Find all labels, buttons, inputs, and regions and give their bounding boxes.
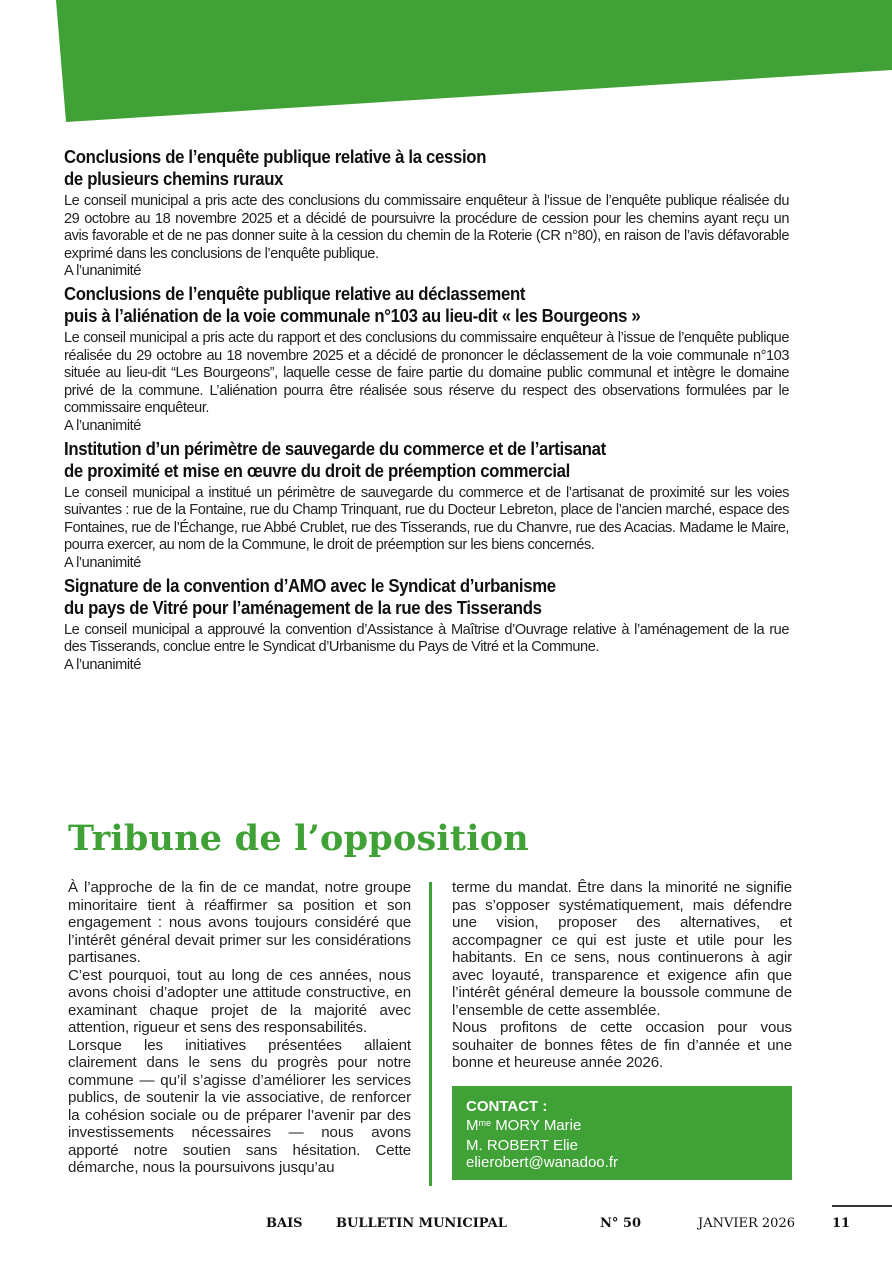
section-title xyxy=(64,283,792,327)
section-title-line: Signature de la convention d’AMO avec le Syndicat d’urbanisme xyxy=(64,575,556,596)
tribune-paragraph: terme du mandat. Être dans la minorité ne signifie pas s’opposer systématiquement, mais défendre une vision, proposer des alternatives, et accompagner ce qui est juste et utile pour les habitants. En ce sens, nous continuerons à agir avec loyauté, transparence et exigence afin que l’intérêt général demeure la boussole commune de l’ensemble de cette assemblée. xyxy=(452,879,792,1019)
tribune-paragraph: Nous profitons de cette occasion pour vous souhaiter de bonnes fêtes de fin d’année et une bonne et heureuse année 2026. xyxy=(452,1019,792,1071)
section-title xyxy=(64,146,792,190)
vote-result: A l’unanimité xyxy=(64,656,141,673)
vote-result: A l’unanimité xyxy=(64,263,141,280)
decision-section xyxy=(64,283,789,436)
section-title-line: puis à l’aliénation de la voie communale n°103 au lieu-dit « les Bourgeons » xyxy=(64,305,641,326)
section-title-line: de plusieurs chemins ruraux xyxy=(64,169,284,189)
decision-section xyxy=(64,146,789,281)
footer-issue: N° 50 xyxy=(600,1216,641,1231)
contact-label: CONTACT : xyxy=(466,1098,548,1115)
tribune-paragraph: Lorsque les initiatives présentées allaient clairement dans le sens du progrès pour notre commune — qu’il s’agisse d’améliorer les services publics, de soutenir la vie associative, de renforcer la cohésion sociale ou de préparer l’avenir par des investissements nécessaires — nous avons apporté notre soutien sans hésitation. Cette démarche, nous la poursuivons jusqu’au xyxy=(68,1036,411,1176)
vote-result: A l’unanimité xyxy=(64,417,141,434)
section-title-line: Conclusions de l’enquête publique relative à la cession xyxy=(64,147,487,167)
section-body: Le conseil municipal a approuvé la convention d’Assistance à Maîtrise d’Ouvrage relative à l’aménagement de la rue des Tisserands, conclue entre le Syndicat d’Urbanisme du Pays de Vitré et la Commune. xyxy=(64,621,789,656)
section-title-line: de proximité et mise en œuvre du droit de préemption commercial xyxy=(64,460,571,481)
column-divider xyxy=(429,882,432,1186)
tribune-title: Tribune de l’opposition xyxy=(68,818,529,859)
footer-rule xyxy=(832,1205,892,1207)
footer-publication: BULLETIN MUNICIPAL xyxy=(336,1216,507,1231)
contact-box xyxy=(452,1086,792,1180)
section-body: Le conseil municipal a pris acte du rapport et des conclusions du commissaire enquêteur à l’issue de l’enquête publique réalisée du 29 octobre au 18 novembre 2025 et a décidé de prononcer le déclassement de la voie communale n°103 située au lieu-dit “Les Bourgeons”, laquelle cesse de faire partie du domaine public communal et intègre le domaine privé de la commune. L’aliénation pourra être réalisée sous réserve du respect des observations formulées par le commissaire enquêteur. xyxy=(64,329,789,417)
council-decisions xyxy=(64,146,789,676)
green-header-banner xyxy=(0,0,892,125)
contact-person xyxy=(466,1115,778,1134)
vote-result: A l’unanimité xyxy=(64,554,141,571)
contact-title-suffix: me xyxy=(478,1118,492,1128)
section-title-line: Institution d’un périmètre de sauvegarde du commerce et de l’artisanat xyxy=(64,438,606,459)
footer-town: BAIS xyxy=(266,1216,303,1231)
section-title-line: Conclusions de l’enquête publique relative au déclassement xyxy=(64,283,526,304)
contact-name: MORY Marie xyxy=(495,1117,582,1134)
tribune-paragraph: À l’approche de la fin de ce mandat, notre groupe minoritaire tient à réaffirmer sa position et son engagement : nous avons toujours considéré que l’intérêt général devait primer sur les considérations partisanes. xyxy=(68,879,411,966)
section-title xyxy=(64,575,792,619)
section-title-line: du pays de Vitré pour l’aménagement de la rue des Tisserands xyxy=(64,597,542,618)
contact-email-link[interactable]: elierobert@wanadoo.fr xyxy=(466,1154,618,1171)
section-body: Le conseil municipal a pris acte des conclusions du commissaire enquêteur à l’issue de l’enquête publique réalisée du 29 octobre au 18 novembre 2025 et a décidé de poursuivre la procédure de cession pour les chemins ayant reçu un avis favorable et de ne pas donner suite à la cession du chemin de la Roterie (CR n°80), en raison de l’avis défavorable exprimé dans les conclusions de l’enquête publique. xyxy=(64,193,789,262)
decision-section xyxy=(64,575,789,675)
tribune-right-column xyxy=(452,879,792,1072)
section-title xyxy=(64,438,792,482)
tribune-left-column xyxy=(68,879,411,1177)
contact-person: M. ROBERT Elie xyxy=(466,1137,578,1154)
decision-section xyxy=(64,438,789,573)
page-number: 11 xyxy=(832,1216,851,1231)
contact-title-prefix: M xyxy=(466,1117,479,1134)
section-body: Le conseil municipal a institué un périmètre de sauvegarde du commerce et de l’artisanat de proximité sur les voies suivantes : rue de la Fontaine, rue du Champ Trinquant, rue du Docteur Lebreton, place de l’ancien marché, espace des Fontaines, rue de l’Échange, rue Abbé Crublet, rue des Tisserands, rue du Chanvre, rue des Acacias. Madame le Maire, pourra exercer, au nom de la Commune, le droit de préemption sur les biens concernés. xyxy=(64,484,789,554)
tribune-paragraph: C’est pourquoi, tout au long de ces années, nous avons choisi d’adopter une attitude constructive, en examinant chaque projet de la majorité avec attention, rigueur et sens des responsabilités. xyxy=(68,966,411,1036)
footer-date: JANVIER 2026 xyxy=(698,1216,795,1231)
